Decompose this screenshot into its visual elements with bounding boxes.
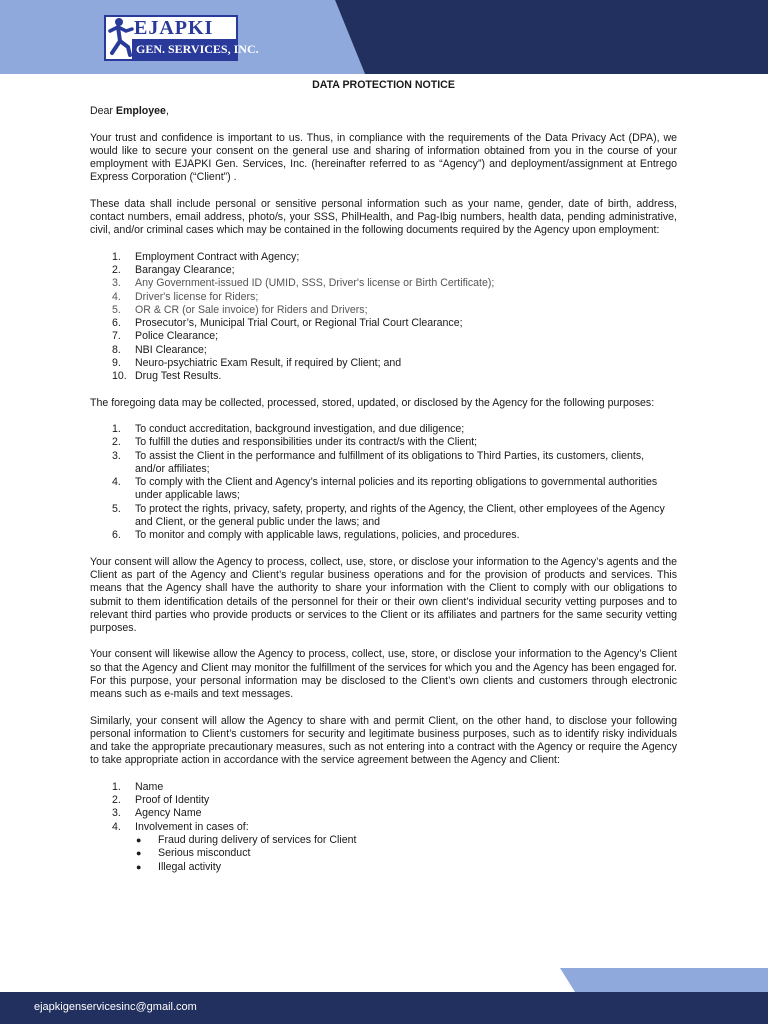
list-item [90, 450, 677, 477]
documents-list [90, 251, 677, 384]
paragraph-data-types: These data shall include personal or sensitive personal information such as your name, gender, date of birth, address, contact numbers, email address, photo/s, your SSS, PhilHealth, and Pag-Ibig numbers, health data, pending administrative, civil, and/or criminal cases which may be contained in the following documents required by the Agency upon employment: [90, 197, 677, 237]
list-text: Prosecutor’s, Municipal Trial Court, or Regional Trial Court Clearance; [135, 317, 463, 330]
list-text: Involvement in cases of: [135, 820, 249, 833]
list-text: Any Government-issued ID (UMID, SSS, Driver's license or Birth Certificate); [135, 277, 495, 290]
list-text: Driver's license for Riders; [135, 290, 259, 303]
bullet-icon: ● [136, 834, 142, 845]
list-text: NBI Clearance; [135, 343, 207, 356]
list-item [90, 423, 677, 436]
list-item [90, 344, 677, 357]
list-number: 5. [112, 303, 121, 316]
list-item [90, 781, 677, 794]
paragraph-client-monitoring: Your consent will likewise allow the Agency to process, collect, use, store, or disclose your information to the Agency’s Client so that the Agency and Client may monitor the fulfillment of the services for which you and the Agency has been engaged for. For this purpose, your personal information may be disclosed to the Client’s own clients and customers through electronic means such as e-mails and text messages. [90, 648, 677, 701]
list-number: 5. [112, 502, 121, 515]
list-item [90, 821, 677, 874]
list-item [90, 330, 677, 343]
list-item [90, 251, 677, 264]
company-logo [104, 15, 259, 61]
page-header [0, 0, 768, 74]
list-item [90, 277, 677, 290]
notice-title: DATA PROTECTION NOTICE [312, 79, 455, 91]
purposes-list [90, 423, 677, 543]
list-item [90, 304, 677, 317]
bullet-text: Serious misconduct [158, 847, 251, 860]
greeting [90, 105, 677, 118]
list-text: OR & CR (or Sale invoice) for Riders and Drivers; [135, 303, 368, 316]
paragraph-consent-intro: Your trust and confidence is important to us. Thus, in compliance with the requirements of the Data Privacy Act (DPA), we would like to secure your consent on the general use and sharing of information obtained from you in the course of your employment with EJAPKI Gen. Services, Inc. (hereinafter referred to as “Agency”) and deployment/assignment at Entrego Express Corporation (“Client”) . [90, 131, 677, 184]
cases-list [90, 834, 677, 874]
bullet-item [90, 834, 677, 847]
list-text: Police Clearance; [135, 330, 219, 343]
list-text: Proof of Identity [135, 794, 210, 807]
list-item [90, 317, 677, 330]
disclosed-info-list [90, 781, 677, 874]
list-number: 10. [112, 370, 127, 383]
logo-subtitle: GEN. SERVICES, INC. [136, 42, 259, 56]
list-number: 4. [112, 476, 121, 489]
list-item [90, 264, 677, 277]
list-number: 4. [112, 290, 121, 303]
bullet-text: Illegal activity [158, 860, 221, 873]
notice-body [90, 79, 677, 887]
list-text: To comply with the Client and Agency’s internal policies and its reporting obligations to governmental authorities under applicable laws; [135, 476, 658, 502]
list-number: 4. [112, 820, 121, 833]
bullet-text: Fraud during delivery of services for Client [158, 833, 357, 846]
list-text: To assist the Client in the performance and fulfillment of its obligations to Third Parties, its customers, clients, and/or affiliates; [135, 449, 645, 475]
list-text: To conduct accreditation, background investigation, and due diligence; [135, 422, 465, 435]
greeting-prefix: Dear [90, 105, 116, 118]
greeting-name: Employee [115, 105, 166, 118]
list-item [90, 503, 677, 530]
list-item [90, 370, 677, 383]
list-number: 6. [112, 529, 121, 542]
list-number: 3. [112, 277, 121, 290]
page-footer [0, 968, 768, 1024]
logo-wordmark: EJAPKI [134, 17, 214, 39]
list-item [90, 357, 677, 370]
list-text: Barangay Clearance; [135, 263, 235, 276]
list-text: Agency Name [135, 807, 202, 820]
paragraph-client-disclosure: Similarly, your consent will allow the Agency to share with and permit Client, on the other hand, to disclose your following personal information to Client’s customers for security and legitimate business purposes, such as to identify risky individuals and take the appropriate precautionary measures, such as not entering into a contract with the Agency or require the Agency to take appropriate action in accordance with the service agreement between the Agency and Client: [90, 714, 677, 767]
email-icon [0, 968, 20, 982]
list-text: Name [135, 780, 164, 793]
greeting-suffix: , [165, 105, 169, 118]
list-item [90, 807, 677, 820]
bullet-item [90, 847, 677, 860]
list-item [90, 436, 677, 449]
list-text: To monitor and comply with applicable laws, regulations, policies, and procedures. [135, 529, 520, 542]
footer-email[interactable]: ejapkigenservicesinc@gmail.com [34, 1001, 197, 1013]
list-item [90, 291, 677, 304]
paragraph-agency-sharing: Your consent will allow the Agency to process, collect, use, store, or disclose your information to the Agency’s agents and the Client as part of the Agency and Client’s regular business operations and for the provision of products and services. This means that the Agency shall have the authority to share your information with the Client to comply with our obligations to submit to them identification details of the personnel for their or their own client’s individual security vetting purposes and to relevant third parties who provide products or services to the Client or its affiliates and partners for the same security vetting purposes. [90, 555, 677, 635]
list-text: Drug Test Results. [135, 370, 222, 383]
list-text: To protect the rights, privacy, safety, property, and rights of the Agency, the Client, other employees of the Agency and Client, or the general public under the laws; and [135, 502, 665, 529]
list-number: 8. [112, 343, 121, 356]
list-text: Employment Contract with Agency; [135, 250, 300, 263]
list-number: 7. [112, 330, 121, 343]
list-number: 3. [112, 449, 121, 462]
list-number: 1. [112, 250, 121, 263]
list-text: To fulfill the duties and responsibilities under its contract/s with the Client; [135, 436, 478, 449]
list-item [90, 794, 677, 807]
paragraph-purposes-intro: The foregoing data may be collected, processed, stored, updated, or disclosed by the Agency for the following purposes: [90, 396, 655, 409]
list-number: 1. [112, 780, 121, 793]
list-number: 2. [112, 263, 121, 276]
list-number: 9. [112, 357, 121, 370]
list-item [90, 476, 677, 503]
bullet-icon: ● [136, 861, 142, 872]
bullet-icon: ● [136, 848, 142, 859]
list-number: 2. [112, 436, 121, 449]
footer-banner [0, 968, 768, 1024]
list-number: 2. [112, 794, 121, 807]
list-item [90, 529, 677, 542]
list-number: 6. [112, 317, 121, 330]
list-number: 3. [112, 807, 121, 820]
list-text: Neuro-psychiatric Exam Result, if required by Client; and [135, 357, 402, 370]
bullet-item [90, 861, 677, 874]
list-number: 1. [112, 422, 121, 435]
